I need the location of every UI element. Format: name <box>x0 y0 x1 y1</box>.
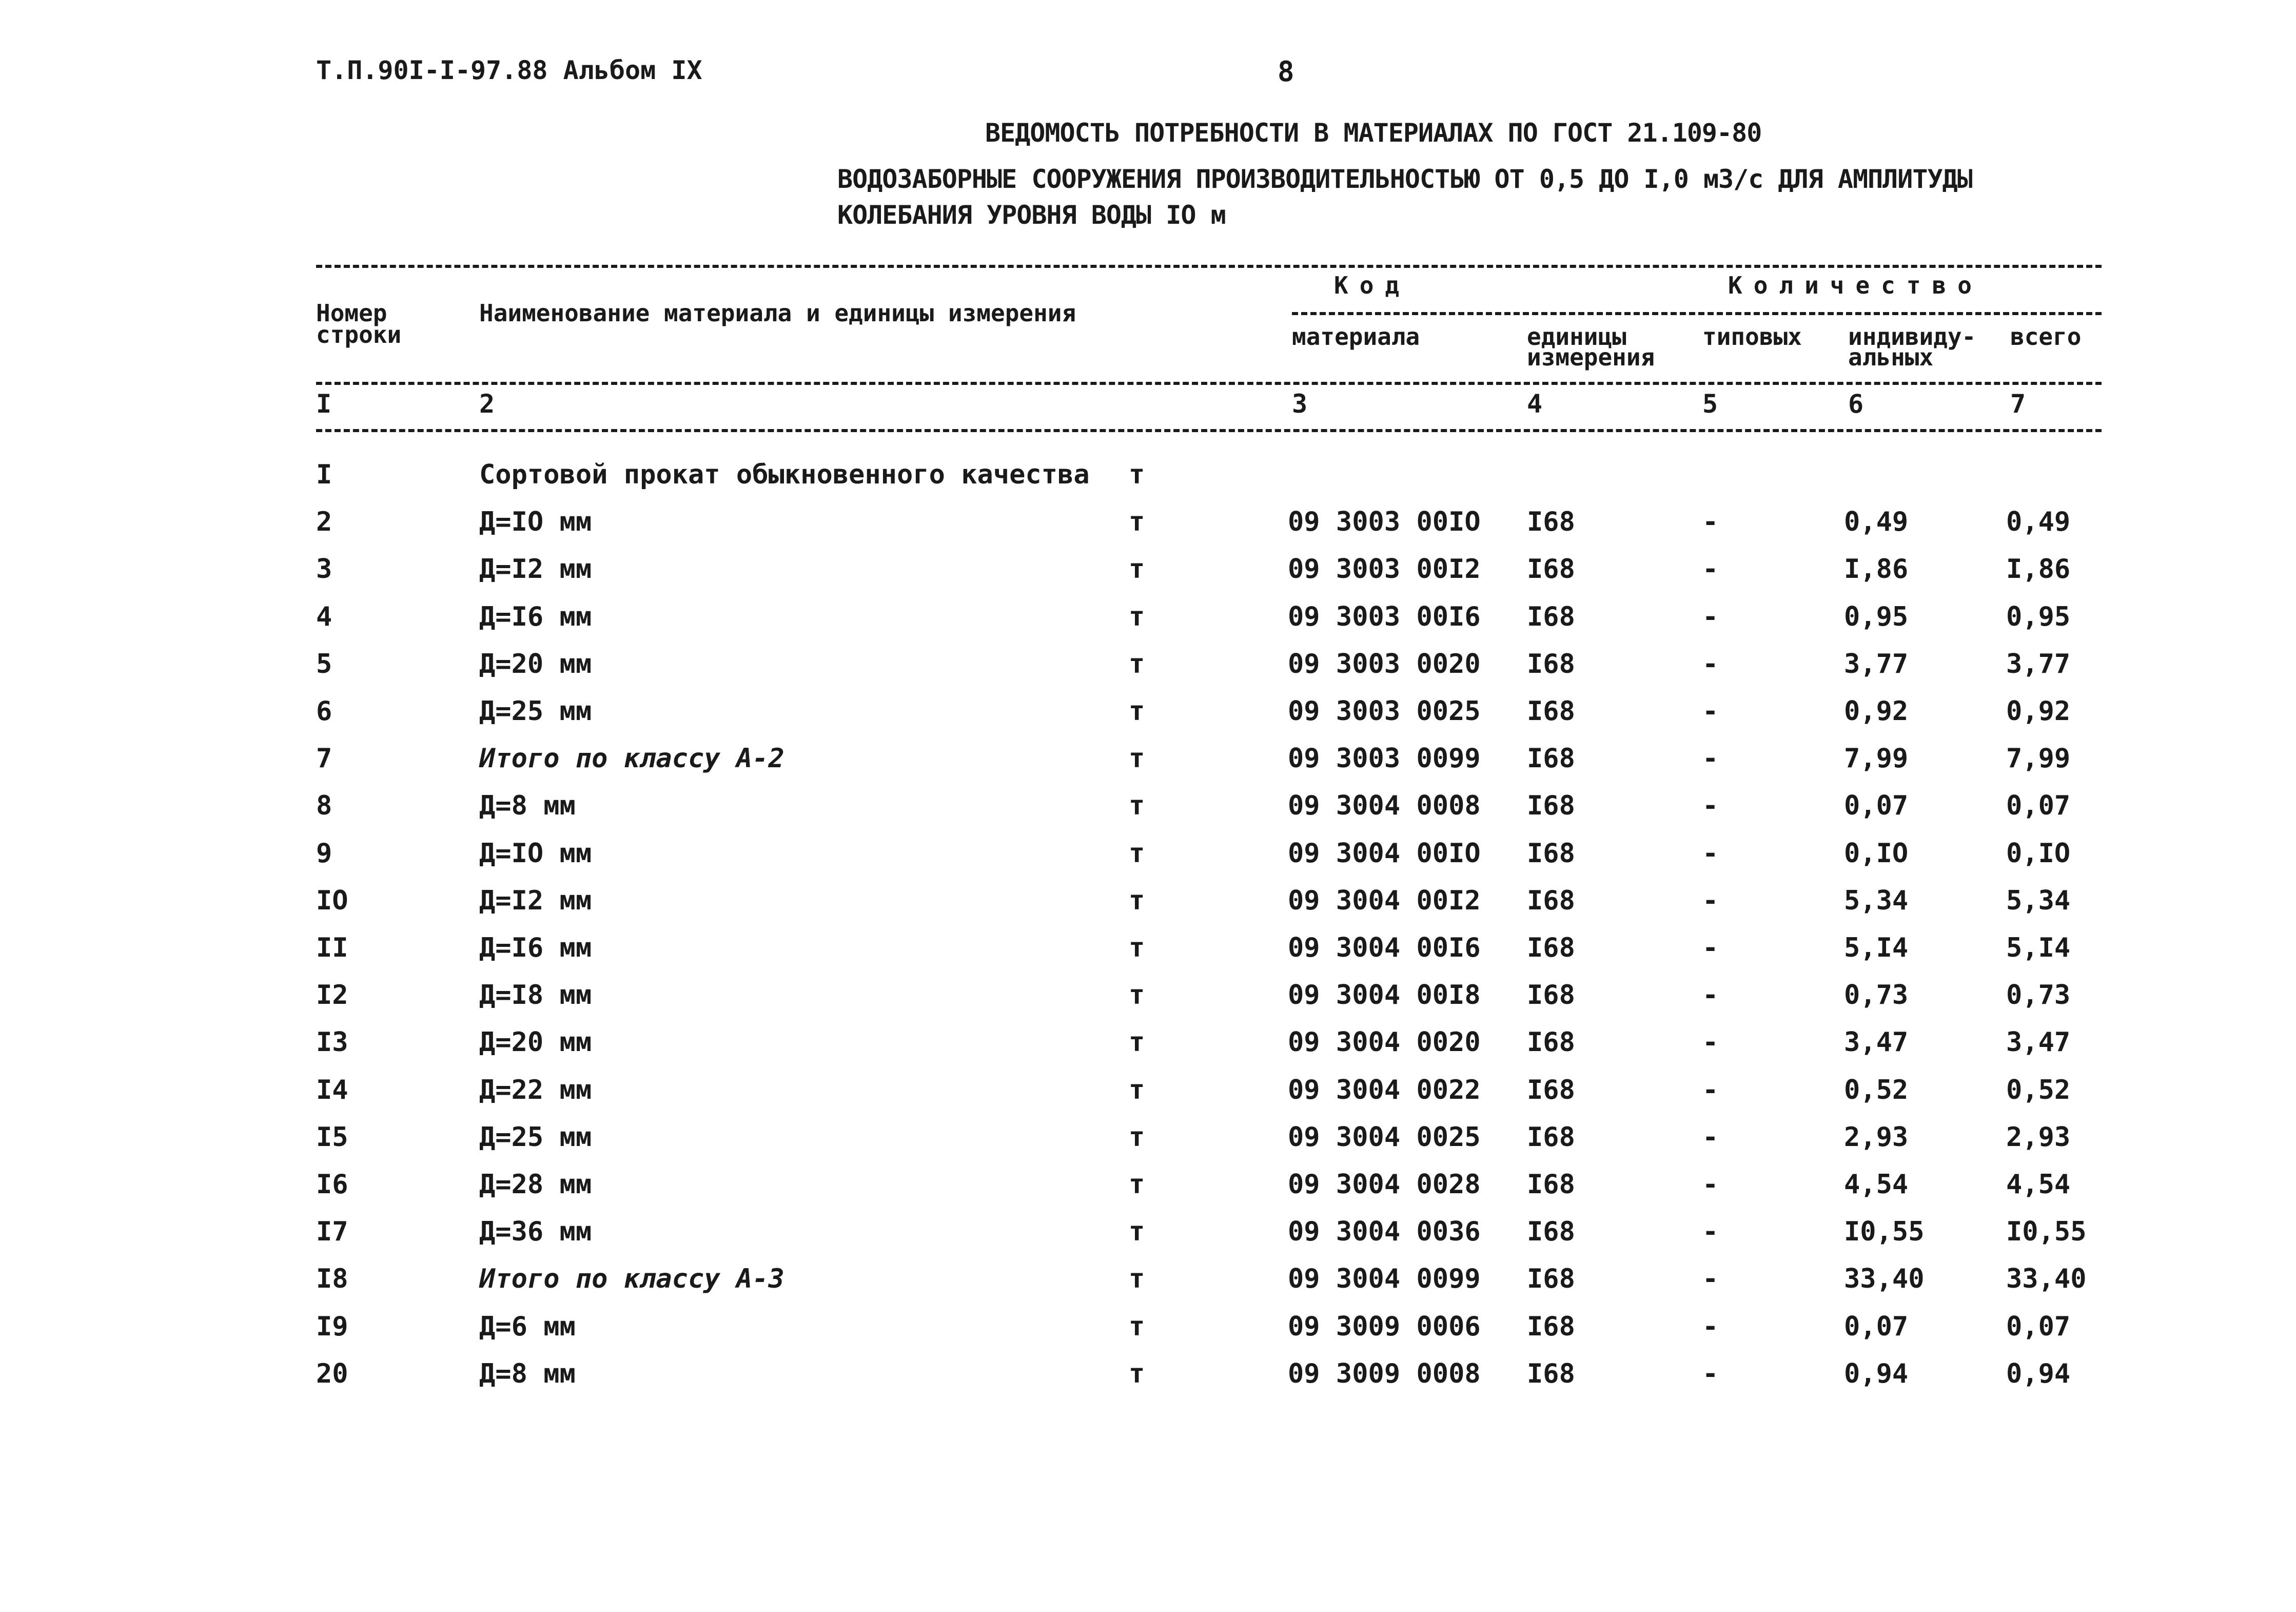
header-mid-rule <box>316 382 2102 385</box>
material-code: 09 3004 00I6 <box>1288 933 1481 963</box>
header-quantity-group: Количество <box>1728 271 1983 299</box>
quantity-typical: - <box>1702 1122 1719 1153</box>
header-code-unit-line-1: единицы <box>1527 323 1626 351</box>
quantity-typical: - <box>1702 1264 1719 1294</box>
quantity-total: I,86 <box>2006 554 2071 585</box>
column-number-6: 6 <box>1848 389 1864 419</box>
row-number: 9 <box>316 838 332 869</box>
quantity-typical: - <box>1702 554 1719 585</box>
quantity-individual: I,86 <box>1844 554 1909 585</box>
unit-code: I68 <box>1527 1027 1575 1058</box>
row-number: 4 <box>316 601 332 632</box>
material-name: Итого по классу А-3 <box>479 1264 784 1294</box>
unit-code: I68 <box>1527 554 1575 585</box>
quantity-typical: - <box>1702 1027 1719 1058</box>
quantity-individual: 0,94 <box>1844 1358 1909 1389</box>
row-number: I8 <box>316 1264 348 1294</box>
quantity-typical: - <box>1702 507 1719 537</box>
unit-code: I68 <box>1527 790 1575 821</box>
material-code: 09 3003 0025 <box>1288 696 1481 727</box>
column-number-7: 7 <box>2010 389 2026 419</box>
material-name: Д=I2 мм <box>479 554 592 585</box>
unit-code: I68 <box>1527 885 1575 916</box>
material-code: 09 3004 00IO <box>1288 838 1481 869</box>
quantity-individual: 2,93 <box>1844 1122 1909 1153</box>
quantity-individual: 0,07 <box>1844 790 1909 821</box>
quantity-individual: 33,40 <box>1844 1264 1925 1294</box>
header-material-name: Наименование материала и единицы измерения <box>479 299 1076 327</box>
material-code: 09 3004 0022 <box>1288 1075 1481 1105</box>
material-code: 09 3004 0036 <box>1288 1216 1481 1247</box>
header-row-number-line-1: Номер <box>316 299 387 327</box>
unit: т <box>1129 790 1145 821</box>
quantity-total: 0,95 <box>2006 601 2071 632</box>
material-code: 09 3004 0099 <box>1288 1264 1481 1294</box>
unit-code: I68 <box>1527 1358 1575 1389</box>
unit: т <box>1129 1122 1145 1153</box>
material-code: 09 3004 00I8 <box>1288 980 1481 1011</box>
quantity-individual: 5,34 <box>1844 885 1909 916</box>
header-bottom-rule <box>316 429 2102 432</box>
quantity-total: 0,52 <box>2006 1075 2071 1105</box>
quantity-typical: - <box>1702 743 1719 774</box>
row-number: I3 <box>316 1027 348 1058</box>
unit: т <box>1129 1216 1145 1247</box>
material-name: Д=I6 мм <box>479 601 592 632</box>
document-subtitle-line-2: КОЛЕБАНИЯ УРОВНЯ ВОДЫ IO м <box>837 200 1226 230</box>
quantity-individual: 0,07 <box>1844 1311 1909 1342</box>
material-name: Д=I6 мм <box>479 933 592 963</box>
material-name: Д=6 мм <box>479 1311 576 1342</box>
quantity-total: 2,93 <box>2006 1122 2071 1153</box>
quantity-typical: - <box>1702 980 1719 1011</box>
quantity-total: 0,IO <box>2006 838 2071 869</box>
unit-code: I68 <box>1527 649 1575 679</box>
header-code-group: Код <box>1334 271 1411 299</box>
quantity-total: 3,47 <box>2006 1027 2071 1058</box>
quantity-total: 5,I4 <box>2006 933 2071 963</box>
row-number: 7 <box>316 743 332 774</box>
quantity-total: 0,07 <box>2006 790 2071 821</box>
quantity-typical: - <box>1702 696 1719 727</box>
quantity-total: 7,99 <box>2006 743 2071 774</box>
material-code: 09 3004 0028 <box>1288 1169 1481 1200</box>
material-code: 09 3003 0020 <box>1288 649 1481 679</box>
quantity-individual: 0,IO <box>1844 838 1909 869</box>
unit: т <box>1129 459 1145 490</box>
quantity-individual: 0,95 <box>1844 601 1909 632</box>
column-number-1: I <box>316 389 332 419</box>
material-name: Д=20 мм <box>479 649 592 679</box>
material-code: 09 3003 0099 <box>1288 743 1481 774</box>
column-number-3: 3 <box>1292 389 1308 419</box>
unit: т <box>1129 885 1145 916</box>
row-number: I2 <box>316 980 348 1011</box>
unit: т <box>1129 1075 1145 1105</box>
unit: т <box>1129 933 1145 963</box>
column-number-2: 2 <box>479 389 495 419</box>
unit: т <box>1129 507 1145 537</box>
quantity-individual: I0,55 <box>1844 1216 1925 1247</box>
header-quantity-typical: типовых <box>1702 323 1802 351</box>
unit: т <box>1129 743 1145 774</box>
row-number: 3 <box>316 554 332 585</box>
header-quantity-individual-line-2: альных <box>1848 343 1934 371</box>
quantity-total: 0,94 <box>2006 1358 2071 1389</box>
row-number: 5 <box>316 649 332 679</box>
unit: т <box>1129 1169 1145 1200</box>
header-code-unit-line-2: измерения <box>1527 343 1655 371</box>
quantity-typical: - <box>1702 1311 1719 1342</box>
quantity-typical: - <box>1702 933 1719 963</box>
quantity-total: 33,40 <box>2006 1264 2087 1294</box>
unit: т <box>1129 649 1145 679</box>
quantity-total: 0,73 <box>2006 980 2071 1011</box>
quantity-typical: - <box>1702 1358 1719 1389</box>
row-number: 20 <box>316 1358 348 1389</box>
row-number: I4 <box>316 1075 348 1105</box>
unit-code: I68 <box>1527 743 1575 774</box>
document-title: ВЕДОМОСТЬ ПОТРЕБНОСТИ В МАТЕРИАЛАХ ПО ГОСТ 21.109-80 <box>985 118 1762 148</box>
unit: т <box>1129 1358 1145 1389</box>
header-row-number-line-2: строки <box>316 321 402 348</box>
unit: т <box>1129 554 1145 585</box>
unit-code: I68 <box>1527 933 1575 963</box>
material-code: 09 3003 00I2 <box>1288 554 1481 585</box>
quantity-typical: - <box>1702 601 1719 632</box>
unit: т <box>1129 838 1145 869</box>
unit-code: I68 <box>1527 507 1575 537</box>
material-name: Д=20 мм <box>479 1027 592 1058</box>
quantity-individual: 5,I4 <box>1844 933 1909 963</box>
unit: т <box>1129 1027 1145 1058</box>
quantity-total: 4,54 <box>2006 1169 2071 1200</box>
row-number: II <box>316 933 348 963</box>
material-code: 09 3004 00I2 <box>1288 885 1481 916</box>
quantity-total: I0,55 <box>2006 1216 2087 1247</box>
unit: т <box>1129 1311 1145 1342</box>
header-quantity-total: всего <box>2010 323 2082 351</box>
quantity-total: 0,07 <box>2006 1311 2071 1342</box>
quantity-total: 3,77 <box>2006 649 2071 679</box>
quantity-total: 0,92 <box>2006 696 2071 727</box>
row-number: I7 <box>316 1216 348 1247</box>
unit: т <box>1129 980 1145 1011</box>
quantity-typical: - <box>1702 790 1719 821</box>
quantity-individual: 0,92 <box>1844 696 1909 727</box>
row-number: 6 <box>316 696 332 727</box>
unit-code: I68 <box>1527 1075 1575 1105</box>
material-name: Д=25 мм <box>479 1122 592 1153</box>
document-reference: Т.П.90I-I-97.88 Альбом IX <box>316 55 702 85</box>
unit-code: I68 <box>1527 1122 1575 1153</box>
header-code-material: материала <box>1292 323 1420 351</box>
material-name: Итого по классу А-2 <box>479 743 784 774</box>
quantity-typical: - <box>1702 838 1719 869</box>
material-code: 09 3009 0006 <box>1288 1311 1481 1342</box>
material-code: 09 3003 00I6 <box>1288 601 1481 632</box>
quantity-typical: - <box>1702 885 1719 916</box>
material-code: 09 3004 0008 <box>1288 790 1481 821</box>
unit: т <box>1129 696 1145 727</box>
quantity-typical: - <box>1702 1075 1719 1105</box>
quantity-typical: - <box>1702 649 1719 679</box>
unit-code: I68 <box>1527 838 1575 869</box>
unit-code: I68 <box>1527 601 1575 632</box>
unit-code: I68 <box>1527 980 1575 1011</box>
row-number: 2 <box>316 507 332 537</box>
material-name: Д=36 мм <box>479 1216 592 1247</box>
quantity-individual: 0,73 <box>1844 980 1909 1011</box>
row-number: I <box>316 459 332 490</box>
row-number: 8 <box>316 790 332 821</box>
page-number: 8 <box>1278 55 1294 88</box>
material-name: Сортовой прокат обыкновенного качества <box>479 459 1090 490</box>
unit-code: I68 <box>1527 1169 1575 1200</box>
unit-code: I68 <box>1527 1216 1575 1247</box>
header-group-rule <box>1292 312 2102 315</box>
quantity-individual: 3,77 <box>1844 649 1909 679</box>
quantity-typical: - <box>1702 1169 1719 1200</box>
quantity-individual: 7,99 <box>1844 743 1909 774</box>
material-code: 09 3004 0020 <box>1288 1027 1481 1058</box>
material-code: 09 3004 0025 <box>1288 1122 1481 1153</box>
quantity-individual: 0,52 <box>1844 1075 1909 1105</box>
row-number: I9 <box>316 1311 348 1342</box>
material-code: 09 3009 0008 <box>1288 1358 1481 1389</box>
quantity-total: 0,49 <box>2006 507 2071 537</box>
header-quantity-individual-line-1: индивиду- <box>1848 323 1976 351</box>
unit: т <box>1129 1264 1145 1294</box>
header-top-rule <box>316 265 2102 268</box>
column-number-4: 4 <box>1527 389 1543 419</box>
material-name: Д=25 мм <box>479 696 592 727</box>
material-code: 09 3003 00IO <box>1288 507 1481 537</box>
quantity-individual: 4,54 <box>1844 1169 1909 1200</box>
material-name: Д=8 мм <box>479 790 576 821</box>
material-name: Д=28 мм <box>479 1169 592 1200</box>
unit-code: I68 <box>1527 1311 1575 1342</box>
quantity-total: 5,34 <box>2006 885 2071 916</box>
row-number: I5 <box>316 1122 348 1153</box>
material-name: Д=I8 мм <box>479 980 592 1011</box>
document-subtitle-line-1: ВОДОЗАБОРНЫЕ СООРУЖЕНИЯ ПРОИЗВОДИТЕЛЬНОСТЬЮ ОТ 0,5 ДО I,0 м3/с ДЛЯ АМПЛИТУДЫ <box>837 164 1972 194</box>
column-number-5: 5 <box>1702 389 1718 419</box>
material-name: Д=IO мм <box>479 507 592 537</box>
row-number: IO <box>316 885 348 916</box>
quantity-individual: 3,47 <box>1844 1027 1909 1058</box>
row-number: I6 <box>316 1169 348 1200</box>
unit: т <box>1129 601 1145 632</box>
unit-code: I68 <box>1527 1264 1575 1294</box>
quantity-individual: 0,49 <box>1844 507 1909 537</box>
material-name: Д=8 мм <box>479 1358 576 1389</box>
material-name: Д=22 мм <box>479 1075 592 1105</box>
quantity-typical: - <box>1702 1216 1719 1247</box>
unit-code: I68 <box>1527 696 1575 727</box>
material-name: Д=I2 мм <box>479 885 592 916</box>
material-name: Д=IO мм <box>479 838 592 869</box>
